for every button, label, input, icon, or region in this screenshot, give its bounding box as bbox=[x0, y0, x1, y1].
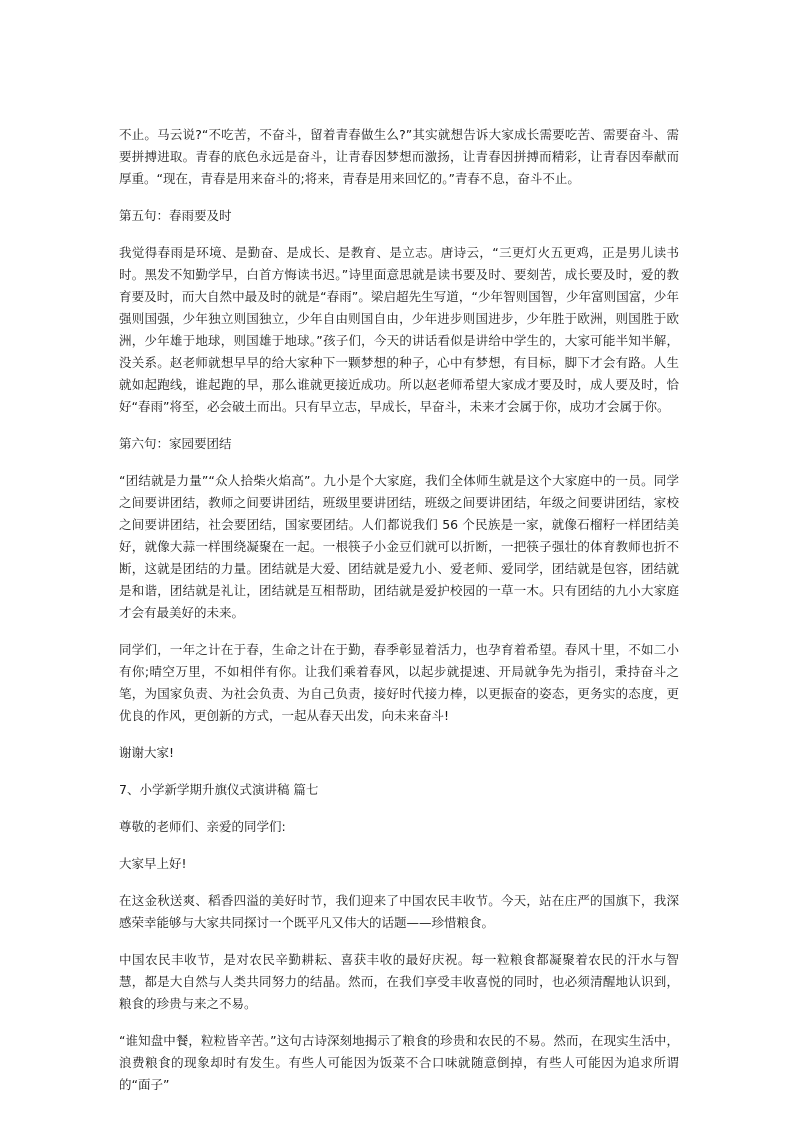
heading-fifth-sentence: 第五句：春雨要及时 bbox=[119, 208, 232, 223]
paragraph-greeting: 大家早上好! bbox=[119, 856, 187, 871]
heading-speech-seven: 7、小学新学期升旗仪式演讲稿 篇七 bbox=[119, 782, 319, 797]
paragraph-salutation: 尊敬的老师们、亲爱的同学们: bbox=[119, 819, 286, 834]
paragraph-struggle-end: 不止。马云说?“不吃苦，不奋斗，留着青春做生么?”其实就想告诉大家成长需要吃苦、需要奋斗、需要拼搏进取。青春的底色永远是奋斗，让青春因梦想而激扬，让青春因拼搏而精彩，让青春因奉献而厚重。“现在，青春是用来奋斗的;将来，青春是用来回忆的。”青春不息，奋斗不止。 bbox=[119, 127, 679, 186]
paragraph-poem-waste: “谁知盘中餐，粒粒皆辛苦。”这句古诗深刻地揭示了粮食的珍贵和农民的不易。然而，在现实生活中，浪费粮食的现象却时有发生。有些人可能因为饭菜不合口味就随意倒掉，有些人可能因为追求所谓的“面子” bbox=[119, 1033, 679, 1092]
heading-sixth-sentence: 第六句：家园要团结 bbox=[119, 436, 232, 451]
paragraph-classmates: 同学们，一年之计在于春，生命之计在于勤，春季彰显着活力，也孕育着希望。春风十里，不如二小有你;晴空万里，不如相伴有你。让我们乘着春风，以起步就提速、开局就争先为指引，秉持奋斗之笔，为国家负责、为社会负责、为自己负责，接好时代接力棒，以更振奋的姿态，更务实的态度，更优良的作风，更创新的方式，一起从春天出发，向未来奋斗! bbox=[119, 642, 679, 723]
paragraph-thanks: 谢谢大家! bbox=[119, 745, 175, 760]
paragraph-farmers: 中国农民丰收节，是对农民辛勤耕耘、喜获丰收的最好庆祝。每一粒粮食都凝聚着农民的汗水与智慧，都是大自然与人类共同努力的结晶。然而，在我们享受丰收喜悦的同时，也必须清醒地认识到，粮食的珍贵与来之不易。 bbox=[119, 952, 679, 1011]
document-body bbox=[119, 124, 679, 1096]
paragraph-unity: “团结就是力量”“众人拾柴火焰高”。九小是个大家庭，我们全体师生就是这个大家庭中的一员。同学之间要讲团结，教师之间要讲团结，班级里要讲团结，班级之间要讲团结，年级之间要讲团结，家校之间要讲团结，社会要团结，国家要团结。人们都说我们 56 个民族是一家，就像石榴籽一样团结美好，就像大蒜一样围绕凝聚在一起。一根筷子小金豆们就可以折断，一把筷子强壮的体育教师也折不断，这就是团结的力量。团结就是大爱、团结就是爱九小、爱老师、爱同学，团结就是包容，团结就是和谐，团结就是礼让，团结就是互相帮助，团结就是爱护校园的一草一木。只有团结的九小大家庭才会有最美好的未来。 bbox=[119, 473, 679, 620]
paragraph-harvest-festival: 在这金秋送爽、稻香四溢的美好时节，我们迎来了中国农民丰收节。今天，站在庄严的国旗下，我深感荣幸能够与大家共同探讨一个既平凡又伟大的话题——珍惜粮食。 bbox=[119, 893, 679, 930]
paragraph-spring-rain: 我觉得春雨是环境、是勤奋、是成长、是教育、是立志。唐诗云，“三更灯火五更鸡，正是男儿读书时。黑发不知勤学早，白首方悔读书迟。”诗里面意思就是读书要及时、要刻苦，成长要及时，爱的教育要及时，而大自然中最及时的就是“春雨”。梁启超先生写道，“少年智则国智，少年富则国富，少年强则国强，少年独立则国独立，少年自由则国自由，少年进步则国进步，少年胜于欧洲，则国胜于欧洲，少年雄于地球，则国雄于地球。”孩子们，今天的讲话看似是讲给中学生的，大家可能半知半解，没关系。赵老师就想早早的给大家种下一颗梦想的种子，心中有梦想，有目标，脚下才会有路。人生就如起跑线，谁起跑的早，那么谁就更接近成功。所以赵老师希望大家成才要及时，成人要及时，恰好“春雨”将至，必会破土而出。只有早立志，早成长，早奋斗，未来才会属于你，成功才会属于你。 bbox=[119, 245, 679, 414]
